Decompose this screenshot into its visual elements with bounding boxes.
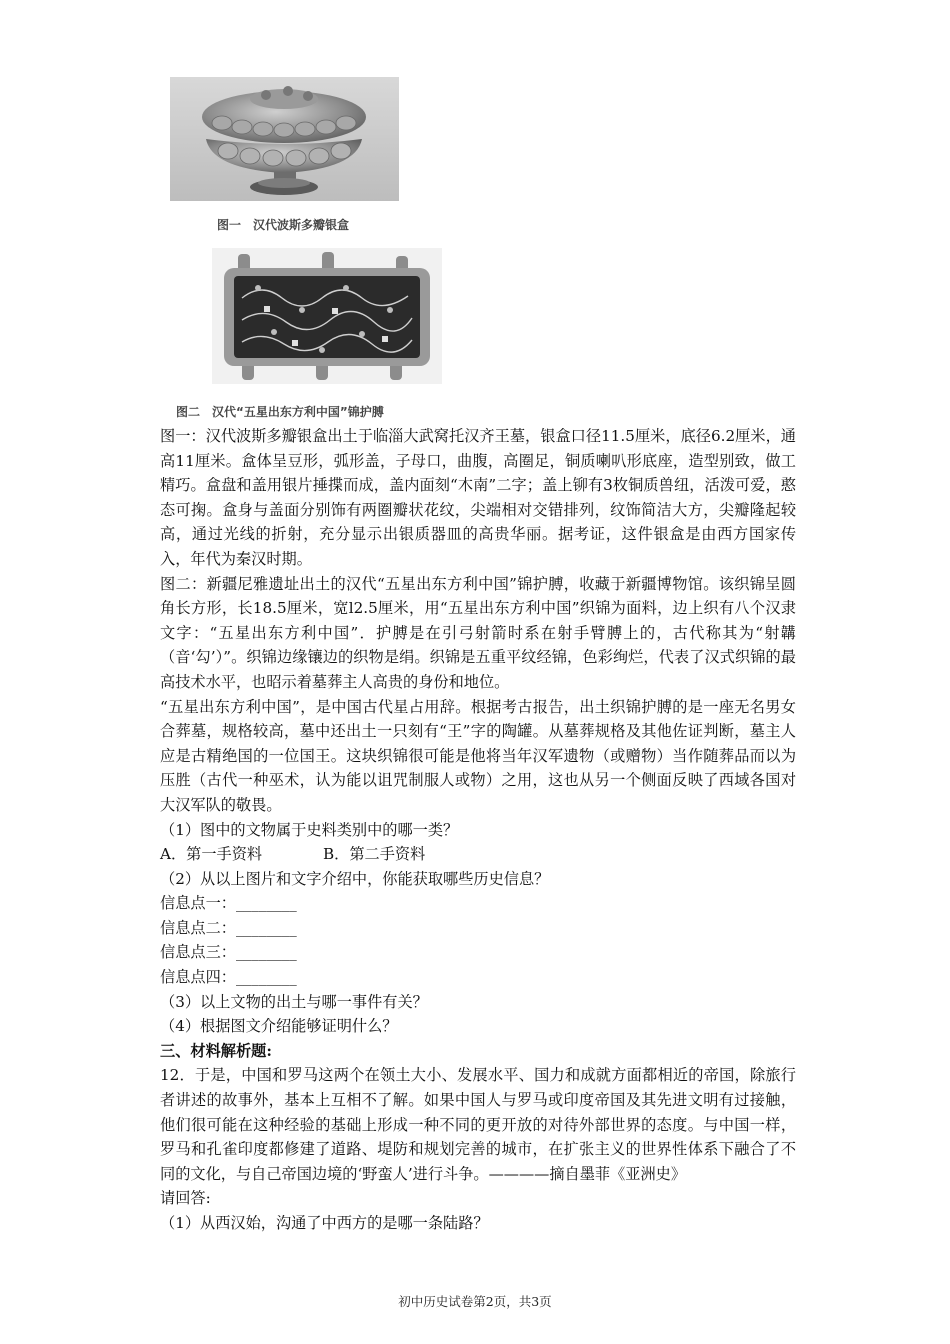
paragraph-star-omen: “五星出东方利中国”，是中国古代星占用辞。根据考古报告，出土织锦护膊的是一座无名男女合葬墓，规格较高，墓中还出土一只刻有“王”字的陶罐。从墓葬规格及其他佐证判断，墓主人应是古精绝国的一位国王。这块织锦很可能是他将当年汉军遗物（或赠物）当作随葬品而以为压胜（古代一种巫术，认为能以诅咒制服人或物）之用，这也从另一个侧面反映了西域各国对大汉军队的敬畏。 [160, 697, 796, 814]
question-4: （4）根据图文介绍能够证明什么？ [160, 1017, 398, 1036]
paragraph-figure-1: 图一：汉代波斯多瓣银盒出土于临淄大武窝托汉齐王墓，银盒口径11.5厘米，底径6.2厘米，通高11厘米。盒体呈豆形，弧形盖，子母口，曲腹，高圈足，铜质喇叭形底座，造型别致，做工精巧。盒盘和盖用银片捶揲而成，盖内面刻“木南”二字；盖上铆有3枚铜质兽纽，活泼可爱，憨态可掬。盒身与盖面分别饰有两圈瓣状花纹，尖端相对交错排列，纹饰简洁大方，尖瓣隆起较高，通过光线的折射，充分显示出银质器皿的高贵华丽。据考证，这件银盒是由西方国家传入，年代为秦汉时期。 [160, 427, 796, 568]
info-point-2[interactable]: 信息点二：________ [160, 918, 297, 937]
answer-prompt: 请回答: [160, 1189, 211, 1208]
info-point-4[interactable]: 信息点四：________ [160, 968, 297, 987]
figure-1-caption: 图一 汉代波斯多瓣银盒 [217, 218, 350, 232]
document-body [160, 424, 796, 1236]
info-point-1[interactable]: 信息点一：________ [160, 894, 297, 913]
brocade-image [212, 248, 442, 384]
option-b[interactable]: B．第二手资料 [323, 845, 426, 864]
figure-2-caption: 图二 汉代“五星出东方利中国”锦护膊 [176, 405, 384, 419]
option-a[interactable]: A．第一手资料 [160, 845, 263, 864]
figure-silver-box [170, 77, 399, 201]
paragraph-question-12: 12．于是，中国和罗马这两个在领土大小、发展水平、国力和成就方面都相近的帝国，除旅行者讲述的故事外，基本上互相不了解。如果中国人与罗马或印度帝国及其先进文明有过接触，他们很可能在这种经验的基础上形成一种不同的更开放的对待外部世界的态度。与中国一样，罗马和孔雀印度都修建了道路、堤防和规划完善的城市，在扩张主义的世界性体系下融合了不同的文化，与自己帝国边境的‘野蛮人’进行斗争。————摘自墨菲《亚洲史》 [160, 1066, 796, 1183]
question-12-1: （1）从西汉始，沟通了中西方的是哪一条陆路？ [160, 1214, 489, 1232]
page-footer: 初中历史试卷第2页，共3页 [398, 1294, 552, 1309]
info-point-3[interactable]: 信息点三：________ [160, 943, 297, 962]
question-3: （3）以上文物的出土与哪一事件有关？ [160, 992, 428, 1011]
silver-box-image [170, 77, 399, 201]
question-2: （2）从以上图片和文字介绍中，你能获取哪些历史信息？ [160, 869, 550, 888]
section-3-heading: 三、材料解析题: [160, 1041, 272, 1060]
paragraph-figure-2: 图二：新疆尼雅遗址出土的汉代“五星出东方利中国”锦护膊，收藏于新疆博物馆。该织锦呈圆角长方形，长18.5厘米，宽l2.5厘米，用“五星出东方利中国”织锦为面料，边上织有八个汉隶文字：“五星出东方利中国”．护膊是在引弓射箭时系在射手臂膊上的，古代称其为“射韝（音‘勾’）”。织锦边缘镶边的织物是绢。织锦是五重平纹经锦，色彩绚烂，代表了汉式织锦的最高技术水平，也昭示着墓葬主人高贵的身份和地位。 [160, 574, 796, 691]
question-1-options [160, 842, 796, 867]
figure-brocade-armguard [212, 248, 442, 384]
question-1: （1）图中的文物属于史料类别中的哪一类？ [160, 820, 459, 839]
